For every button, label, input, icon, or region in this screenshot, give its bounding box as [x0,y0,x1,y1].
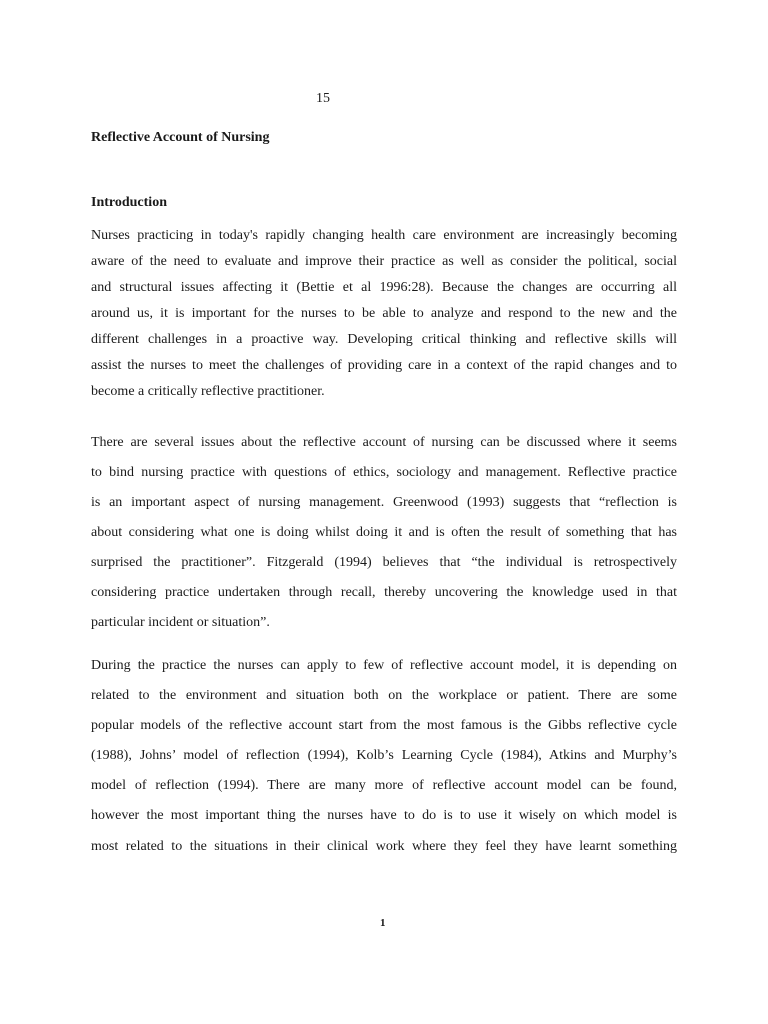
paragraph-line: around us, it is important for the nurses to be able to analyze and respond to the new and the [91,306,677,321]
document-title: Reflective Account of Nursing [91,130,270,145]
paragraph-line: however the most important thing the nurses have to do is to use it wisely on which model is [91,808,677,823]
paragraph-line: aware of the need to evaluate and improve their practice as well as consider the political, social [91,254,677,269]
paragraph-line: particular incident or situation”. [91,615,270,630]
paragraph-line: considering practice undertaken through recall, thereby uncovering the knowledge used in that [91,585,677,600]
paragraph-line: (1988), Johns’ model of reflection (1994), Kolb’s Learning Cycle (1984), Atkins and Murphy’s [91,748,677,763]
paragraph-line: to bind nursing practice with questions of ethics, sociology and management. Reflective practice [91,465,677,480]
paragraph-line: model of reflection (1994). There are many more of reflective account model can be found, [91,778,677,793]
paragraph-line: related to the environment and situation both on the workplace or patient. There are some [91,688,677,703]
paragraph-line: Nurses practicing in today's rapidly changing health care environment are increasingly becoming [91,228,677,243]
paragraph-line: surprised the practitioner”. Fitzgerald (1994) believes that “the individual is retrospectively [91,555,677,570]
paragraph-line: popular models of the reflective account start from the most famous is the Gibbs reflective cycle [91,718,677,733]
paragraph-line: assist the nurses to meet the challenges of providing care in a context of the rapid changes and to [91,358,677,373]
section-heading-introduction: Introduction [91,195,167,210]
footer-page-number: 1 [380,917,386,929]
paragraph-line: different challenges in a proactive way. Developing critical thinking and reflective skills will [91,332,677,347]
paragraph-line: During the practice the nurses can apply to few of reflective account model, it is depending on [91,658,677,673]
top-page-number: 15 [316,91,330,106]
paragraph-line: There are several issues about the reflective account of nursing can be discussed where it seems [91,435,677,450]
paragraph-line: most related to the situations in their clinical work where they feel they have learnt something [91,839,677,854]
paragraph-line: about considering what one is doing whilst doing it and is often the result of something that has [91,525,677,540]
paragraph-line: is an important aspect of nursing management. Greenwood (1993) suggests that “reflection is [91,495,677,510]
paragraph-line: and structural issues affecting it (Bettie et al 1996:28). Because the changes are occurring all [91,280,677,295]
paragraph-line: become a critically reflective practitioner. [91,384,325,399]
